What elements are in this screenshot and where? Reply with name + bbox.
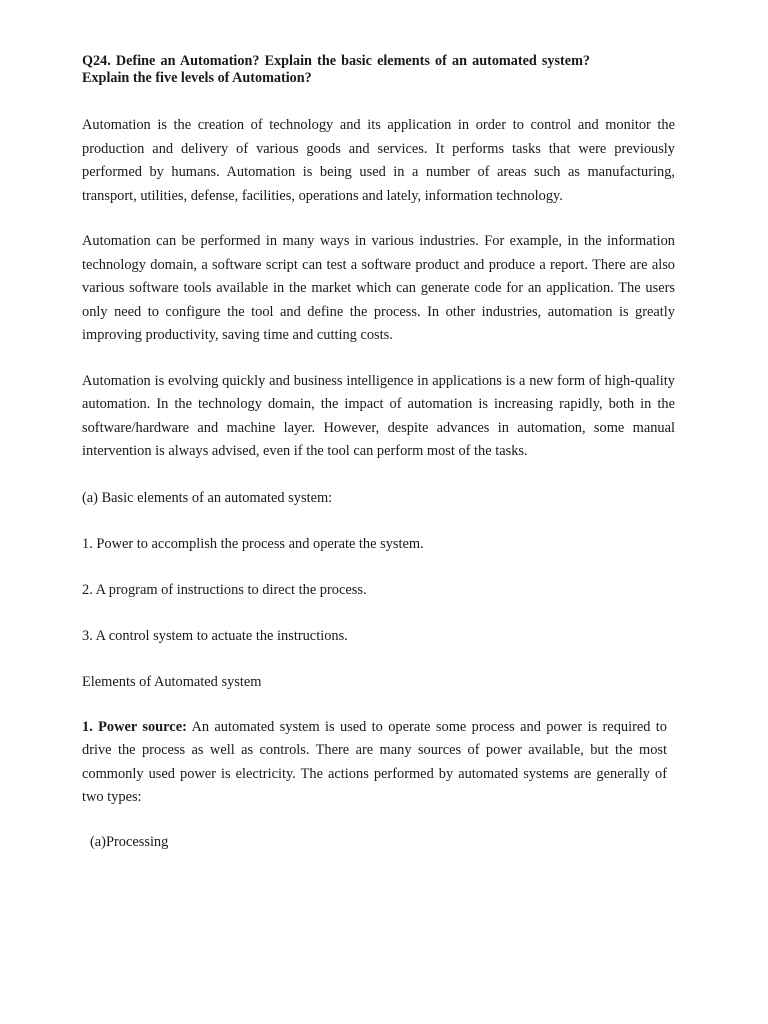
paragraph-evolution: Automation is evolving quickly and business intelligence in applications is a new form of high-quality automation. In the technology domain, the impact of automation is increasing rapidly, both in the software/hardware and machine layer. However, despite advances in automation, some manual intervention is always advised, even if the tool can perform most of the tasks.: [82, 372, 675, 459]
basic-element-item: 3. A control system to actuate the instructions.: [82, 627, 348, 644]
basic-elements-heading: (a) Basic elements of an automated system:: [82, 489, 333, 506]
power-source-text: An automated system is used to operate some process and power is required to drive the process as well as controls. There are many sources of power available, but the most commonly used power is electricity. The actions performed by automated systems are generally of two types:: [82, 718, 667, 806]
power-source-label: 1. Power source:: [82, 718, 187, 735]
power-source-paragraph: [82, 716, 667, 810]
processing-item: (a)Processing: [90, 833, 169, 850]
paragraph-examples: Automation can be performed in many ways in various industries. For example, in the information technology domain, a software script can test a software product and produce a report. There are also various software tools available in the market which can generate code for an application. The users only need to configure the tool and define the process. In other industries, automation is greatly improving productivity, saving time and cutting costs.: [82, 233, 675, 343]
paragraph-definition: Automation is the creation of technology and its application in order to control and monitor the production and delivery of various goods and services. It performs tasks that were previously performed by humans. Automation is being used in a number of areas such as manufacturing, transport, utilities, defense, facilities, operations and lately, information technology.: [82, 117, 675, 204]
question-heading: Q24. Define an Automation? Explain the basic elements of an automated system? Explain the five levels of Automation?: [82, 53, 590, 86]
elements-heading: Elements of Automated system: [82, 673, 262, 690]
basic-element-item: 2. A program of instructions to direct the process.: [82, 581, 367, 598]
basic-element-item: 1. Power to accomplish the process and operate the system.: [82, 535, 424, 552]
